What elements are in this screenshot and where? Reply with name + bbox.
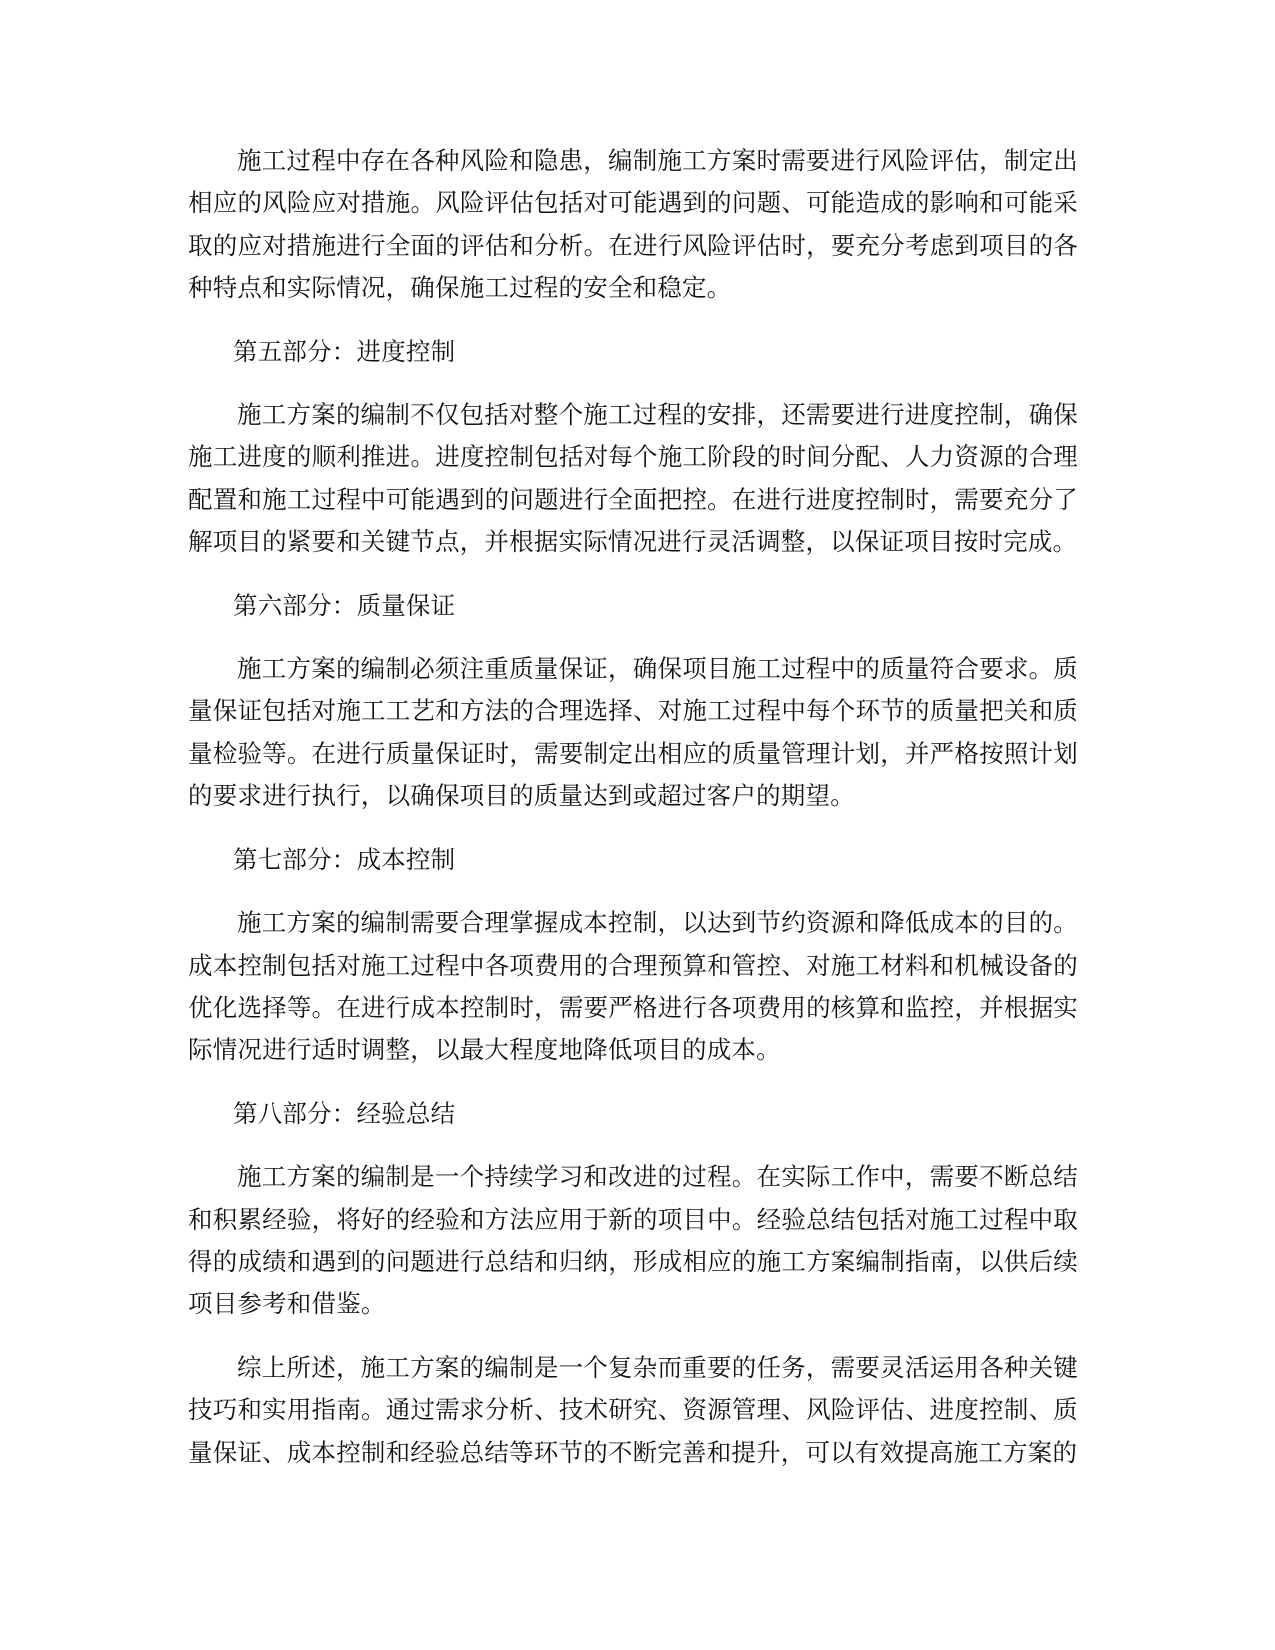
heading-part-six: 第六部分：质量保证 [233,590,456,620]
heading-part-eight: 第八部分：经验总结 [233,1098,456,1128]
paragraph-quality-assurance: 施工方案的编制必须注重质量保证，确保项目施工过程中的质量符合要求。质量保证包括对施工工艺和方法的合理选择、对施工过程中每个环节的质量把关和质量检验等。在进行质量保证时，需要制定出相应的质量管理计划，并严格按照计划的要求进行执行，以确保项目的质量达到或超过客户的期望。 [188,654,1078,811]
paragraph-risk-assessment: 施工过程中存在各种风险和隐患，编制施工方案时需要进行风险评估，制定出相应的风险应对措施。风险评估包括对可能遇到的问题、可能造成的影响和可能采取的应对措施进行全面的评估和分析。在进行风险评估时，要充分考虑到项目的各种特点和实际情况，确保施工过程的安全和稳定。 [188,146,1078,303]
heading-part-seven: 第七部分：成本控制 [233,844,456,874]
document-body [188,140,1078,1495]
paragraph-experience-summary: 施工方案的编制是一个持续学习和改进的过程。在实际工作中，需要不断总结和积累经验，将好的经验和方法应用于新的项目中。经验总结包括对施工过程中取得的成绩和遇到的问题进行总结和归纳，形成相应的施工方案编制指南，以供后续项目参考和借鉴。 [188,1162,1078,1319]
heading-part-five: 第五部分：进度控制 [233,336,456,366]
paragraph-cost-control: 施工方案的编制需要合理掌握成本控制，以达到节约资源和降低成本的目的。成本控制包括对施工过程中各项费用的合理预算和管控、对施工材料和机械设备的优化选择等。在进行成本控制时，需要严格进行各项费用的核算和监控，并根据实际情况进行适时调整，以最大程度地降低项目的成本。 [188,908,1078,1065]
paragraph-schedule-control: 施工方案的编制不仅包括对整个施工过程的安排，还需要进行进度控制，确保施工进度的顺利推进。进度控制包括对每个施工阶段的时间分配、人力资源的合理配置和施工过程中可能遇到的问题进行全面把控。在进行进度控制时，需要充分了解项目的紧要和关键节点，并根据实际情况进行灵活调整，以保证项目按时完成。 [188,400,1078,557]
paragraph-conclusion: 综上所述，施工方案的编制是一个复杂而重要的任务，需要灵活运用各种关键技巧和实用指南。通过需求分析、技术研究、资源管理、风险评估、进度控制、质量保证、成本控制和经验总结等环节的不断完善和提升，可以有效提高施工方案的 [188,1352,1078,1467]
